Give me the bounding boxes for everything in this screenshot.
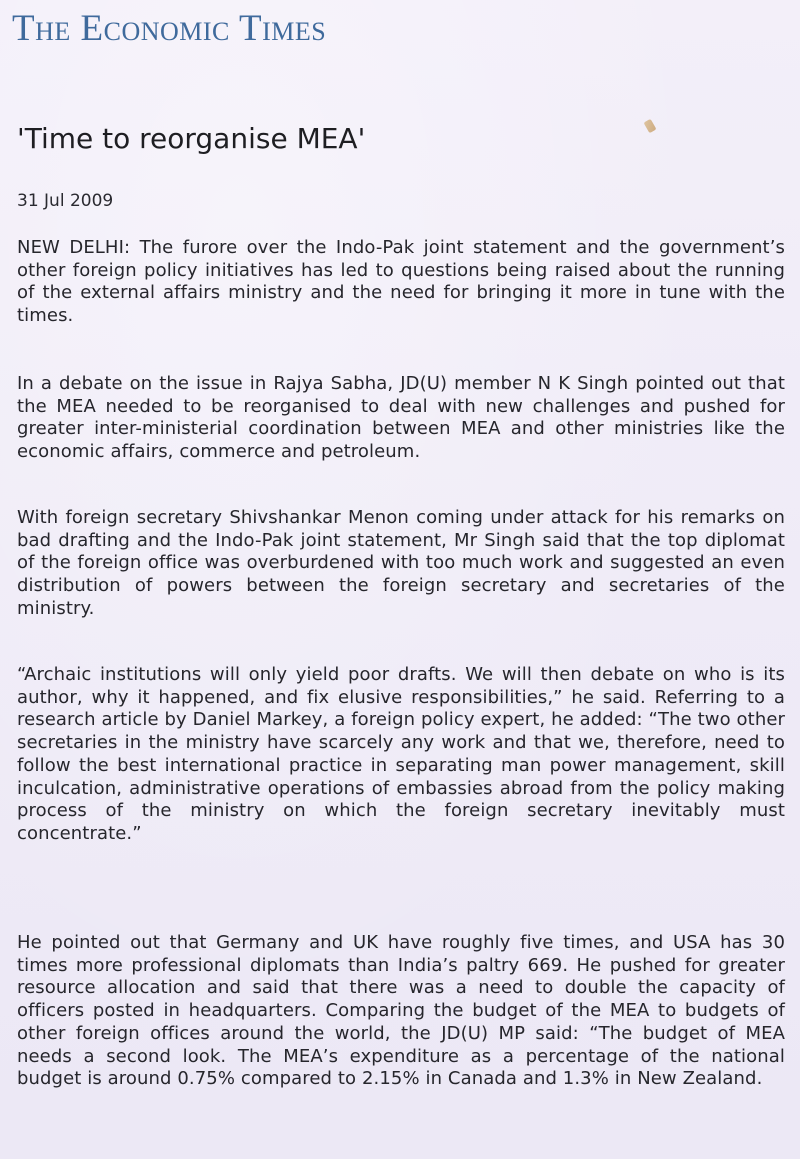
article-date: 31 Jul 2009 [17, 191, 114, 211]
article-paragraph: “Archaic institutions will only yield poor drafts. We will then debate on who is its author, why it happened, and fix elusive responsibilities,” he said. Referring to a research article by Daniel Markey, a foreign policy expert, he added: “The two other secretaries in the ministry have scarcely any work and that we, therefore, need to follow the best international practice in separating man power management, skill inculcation, administrative operations of embassies abroad from the policy making process of the ministry on which the foreign secretary inevitably must concentrate.” [17, 664, 785, 844]
article-paragraph: He pointed out that Germany and UK have roughly five times, and USA has 30 times more professional diplomats than India’s paltry 669. He pushed for greater resource allocation and said that there was a need to double the capacity of officers posted in headquarters. Comparing the budget of the MEA to budgets of other foreign offices around the world, the JD(U) MP said: “The budget of MEA needs a second look. The MEA’s expenditure as a percentage of the national budget is around 0.75% compared to 2.15% in Canada and 1.3% in New Zealand. [17, 932, 785, 1090]
article-headline: 'Time to reorganise MEA' [17, 122, 366, 155]
paper-speck [644, 119, 657, 133]
article-paragraph: With foreign secretary Shivshankar Menon coming under attack for his remarks on bad drafting and the Indo-Pak joint statement, Mr Singh said that the top diplomat of the foreign office was overburdened with too much work and suggested an even distribution of powers between the foreign secretary and secretaries of the ministry. [17, 507, 785, 619]
article-paragraph: NEW DELHI: The furore over the Indo-Pak joint statement and the government’s other foreign policy initiatives has led to questions being raised about the running of the external affairs ministry and the need for bringing it more in tune with the times. [17, 237, 785, 327]
article-paragraph: In a debate on the issue in Rajya Sabha, JD(U) member N K Singh pointed out that the MEA needed to be reorganised to deal with new challenges and pushed for greater inter-ministerial coordination between MEA and other ministries like the economic affairs, commerce and petroleum. [17, 373, 785, 463]
newspaper-masthead: The Economic Times [12, 8, 327, 49]
